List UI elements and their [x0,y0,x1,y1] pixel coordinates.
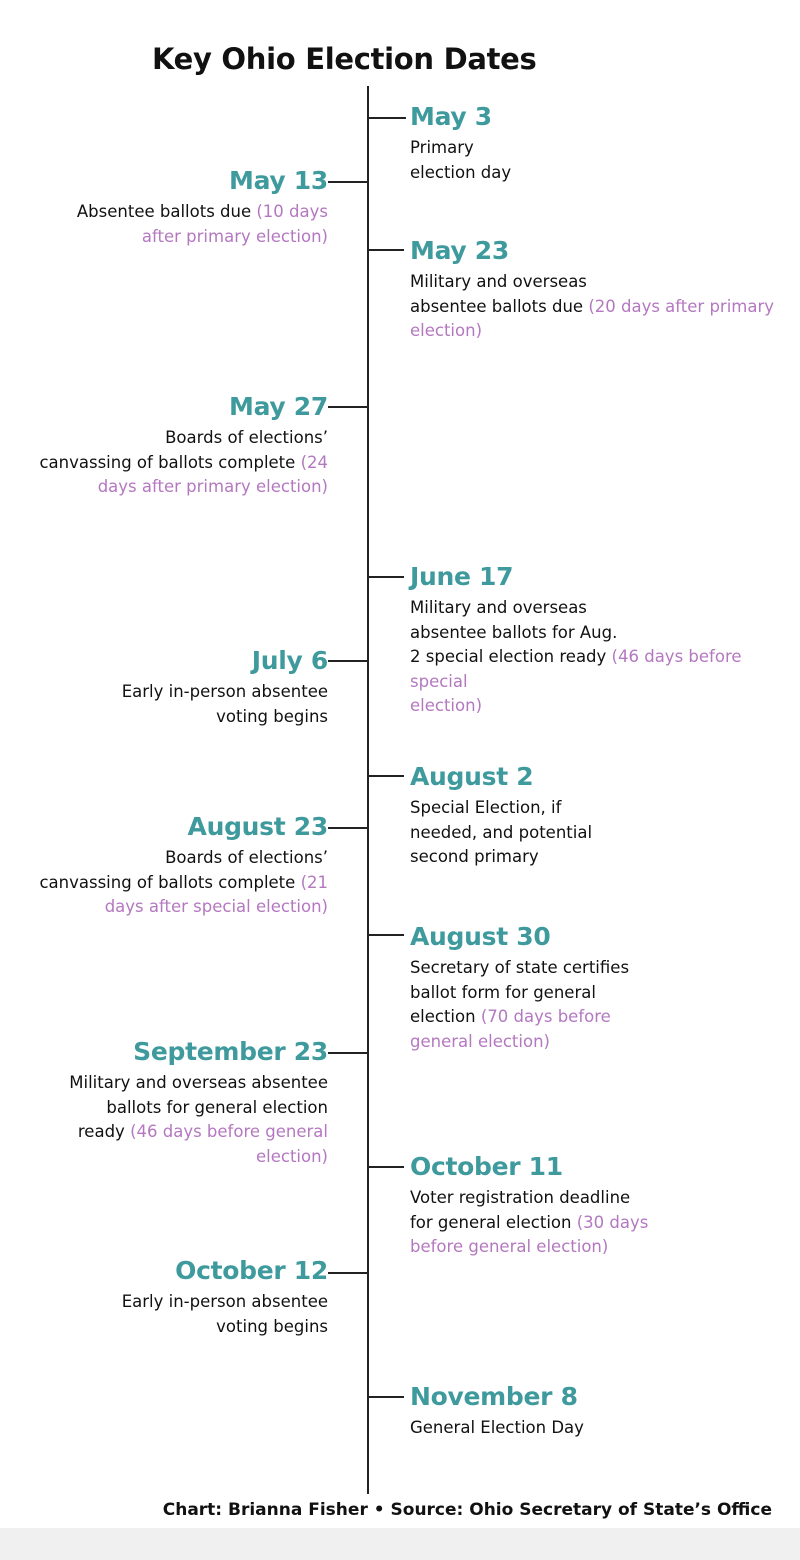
timeline-event [0,392,328,500]
timeline-tick [368,775,404,777]
timeline-tick [368,576,404,578]
bottom-bar [0,1528,800,1560]
event-date: May 23 [410,236,509,265]
event-description [0,426,328,500]
event-note: (70 days before general election) [410,1007,611,1051]
event-text: Voter registration deadline for general election [410,1188,631,1232]
event-date: November 8 [410,1382,578,1411]
chart-credit: Chart: Brianna Fisher • Source: Ohio Secretary of State’s Office [162,1500,772,1520]
event-date: May 27 [229,392,328,421]
timeline-tick [368,1166,404,1168]
timeline-event [410,762,592,870]
timeline-event [77,166,328,249]
event-description [410,1186,648,1260]
timeline-event [69,1037,328,1169]
event-date: October 12 [175,1256,328,1285]
event-description [122,680,328,729]
event-text: Boards of elections’ canvassing of ballots complete [39,428,328,472]
event-note: (30 days before general election) [410,1212,649,1256]
event-text: Early in-person absentee voting begins [121,682,328,726]
timeline-event [410,1152,648,1260]
event-date: September 23 [133,1037,328,1066]
timeline-event [122,1256,328,1339]
timeline-event [410,922,629,1054]
timeline-tick [328,181,368,183]
event-description [410,270,774,344]
event-text: Military and overseas absentee ballots for general election ready [69,1073,328,1141]
timeline-event [410,562,800,719]
event-text: General Election Day [410,1418,584,1437]
event-note: (46 days before special election) [410,647,742,715]
event-description [410,596,800,719]
event-date: August 30 [410,922,551,951]
event-description [69,1071,328,1169]
event-text: Secretary of state certifies ballot form for general election [410,958,630,1026]
event-note: (46 days before general election) [130,1122,328,1166]
event-text: Early in-person absentee voting begins [121,1292,328,1336]
event-text: Absentee ballots due [76,202,252,221]
event-description [0,846,328,920]
event-note: (21 days after special election) [104,872,328,916]
event-description [410,136,511,185]
timeline-axis [367,86,369,1494]
event-date: July 6 [251,646,328,675]
event-description [410,796,592,870]
timeline-tick [368,117,406,119]
timeline-event [122,646,328,729]
event-description [122,1290,328,1339]
event-date: August 2 [410,762,534,791]
event-date: May 13 [229,166,328,195]
event-description [410,956,629,1054]
event-date: May 3 [410,102,492,131]
timeline-tick [368,934,404,936]
event-text: Boards of elections’ canvassing of ballots complete [39,848,328,892]
event-text: Primary election day [410,138,512,182]
timeline-event [410,236,774,344]
event-note: (10 days after primary election) [141,202,328,246]
event-note: (24 days after primary election) [97,452,328,496]
timeline-tick [328,406,368,408]
event-date: October 11 [410,1152,563,1181]
event-description [77,200,328,249]
event-date: August 23 [187,812,328,841]
timeline-tick [328,1272,368,1274]
event-text: Military and overseas absentee ballots due [410,272,587,316]
chart-title: Key Ohio Election Dates [152,42,537,76]
timeline-event [410,1382,584,1441]
timeline-tick [368,1396,404,1398]
event-text: Special Election, if needed, and potential second primary [410,798,593,866]
timeline-event [0,812,328,920]
event-date: June 17 [410,562,514,591]
timeline-tick [328,827,368,829]
timeline-tick [328,1052,368,1054]
event-text: Military and overseas absentee ballots for Aug. 2 special election ready [410,598,618,666]
event-note: (20 days after primary election) [410,296,775,340]
timeline-tick [368,249,404,251]
event-description [410,1416,584,1441]
timeline-tick [328,660,368,662]
timeline-event [410,102,511,185]
